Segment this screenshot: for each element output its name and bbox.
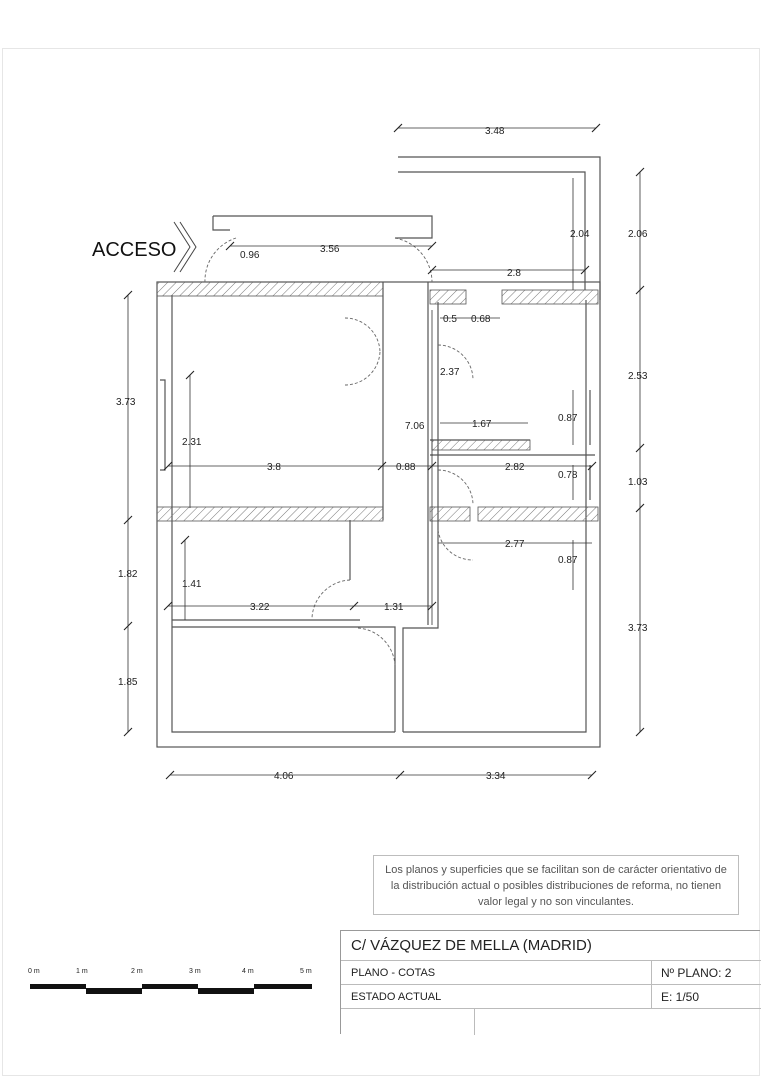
disclaimer-box [373, 855, 739, 915]
dim-label: 0.68 [471, 314, 491, 325]
dim-label: 1.41 [182, 579, 202, 590]
dim-label: 1.31 [384, 602, 404, 613]
dim-label: 3.34 [486, 771, 506, 782]
title-row [341, 931, 761, 961]
dim-label: 2.04 [570, 229, 590, 240]
access-label: ACCESO [92, 239, 177, 261]
dimension-labels [116, 126, 648, 782]
plan-label: PLANO - COTAS [351, 966, 436, 979]
scale-baseline [30, 988, 312, 989]
dim-label: 3.56 [320, 244, 340, 255]
dim-label: 2.53 [628, 371, 648, 382]
plan-number: Nº PLANO: 2 [661, 965, 732, 980]
title-block [340, 930, 760, 1034]
scale-bar [30, 984, 312, 994]
scale-label: 4 m [242, 968, 254, 975]
dim-label: 2.82 [505, 462, 525, 473]
dim-label: 3.73 [116, 397, 136, 408]
walls [157, 157, 600, 747]
dim-label: 1.03 [628, 477, 648, 488]
scale-labels [28, 968, 328, 980]
dim-label: 2.06 [628, 229, 648, 240]
disclaimer-line: valor legal y no son vinculantes. [478, 896, 634, 908]
scale-label: 5 m [300, 968, 312, 975]
scale-segment [86, 989, 142, 994]
dim-label: 1.82 [118, 569, 138, 580]
scale-label: 3 m [189, 968, 201, 975]
access-arrow-icon [174, 222, 196, 272]
scale-label: 1 m [76, 968, 88, 975]
plan-row [341, 961, 761, 985]
dim-label: 0.96 [240, 250, 260, 261]
dim-label: 2.31 [182, 437, 202, 448]
scale-segment [198, 989, 254, 994]
dim-label: 7.06 [405, 421, 425, 432]
scale-label: 0 m [28, 968, 40, 975]
state-row [341, 985, 761, 1009]
scale-label: 2 m [131, 968, 143, 975]
dim-label: 2.37 [440, 367, 460, 378]
scale-value: E: 1/50 [661, 989, 700, 1004]
hatched-walls [157, 282, 598, 521]
dim-label: 0.87 [558, 413, 578, 424]
dim-label: 2.77 [505, 539, 525, 550]
state-label: ESTADO ACTUAL [351, 990, 442, 1003]
dim-label: 0.78 [558, 470, 578, 481]
disclaimer-line: Los planos y superficies que se facilitan son de carácter orientativo de [385, 864, 727, 876]
dim-label: 0.87 [558, 555, 578, 566]
address-title: C/ VÁZQUEZ DE MELLA (MADRID) [351, 937, 592, 954]
dim-label: 0.88 [396, 462, 416, 473]
empty-row [341, 1009, 761, 1035]
dim-label: 1.67 [472, 419, 492, 430]
dim-label: 2.8 [507, 268, 521, 279]
disclaimer-line: la distribución actual o posibles distribuciones de reforma, no tienen [390, 880, 722, 892]
dimension-lines [128, 128, 640, 775]
dim-label: 0.5 [443, 314, 457, 325]
dim-label: 3.73 [628, 623, 648, 634]
dim-label: 3.8 [267, 462, 281, 473]
dimension-ticks [124, 124, 644, 779]
dim-label: 4.06 [274, 771, 294, 782]
dim-label: 3.22 [250, 602, 270, 613]
dim-label: 3.48 [485, 126, 505, 137]
divider [474, 1009, 475, 1035]
dim-label: 1.85 [118, 677, 138, 688]
